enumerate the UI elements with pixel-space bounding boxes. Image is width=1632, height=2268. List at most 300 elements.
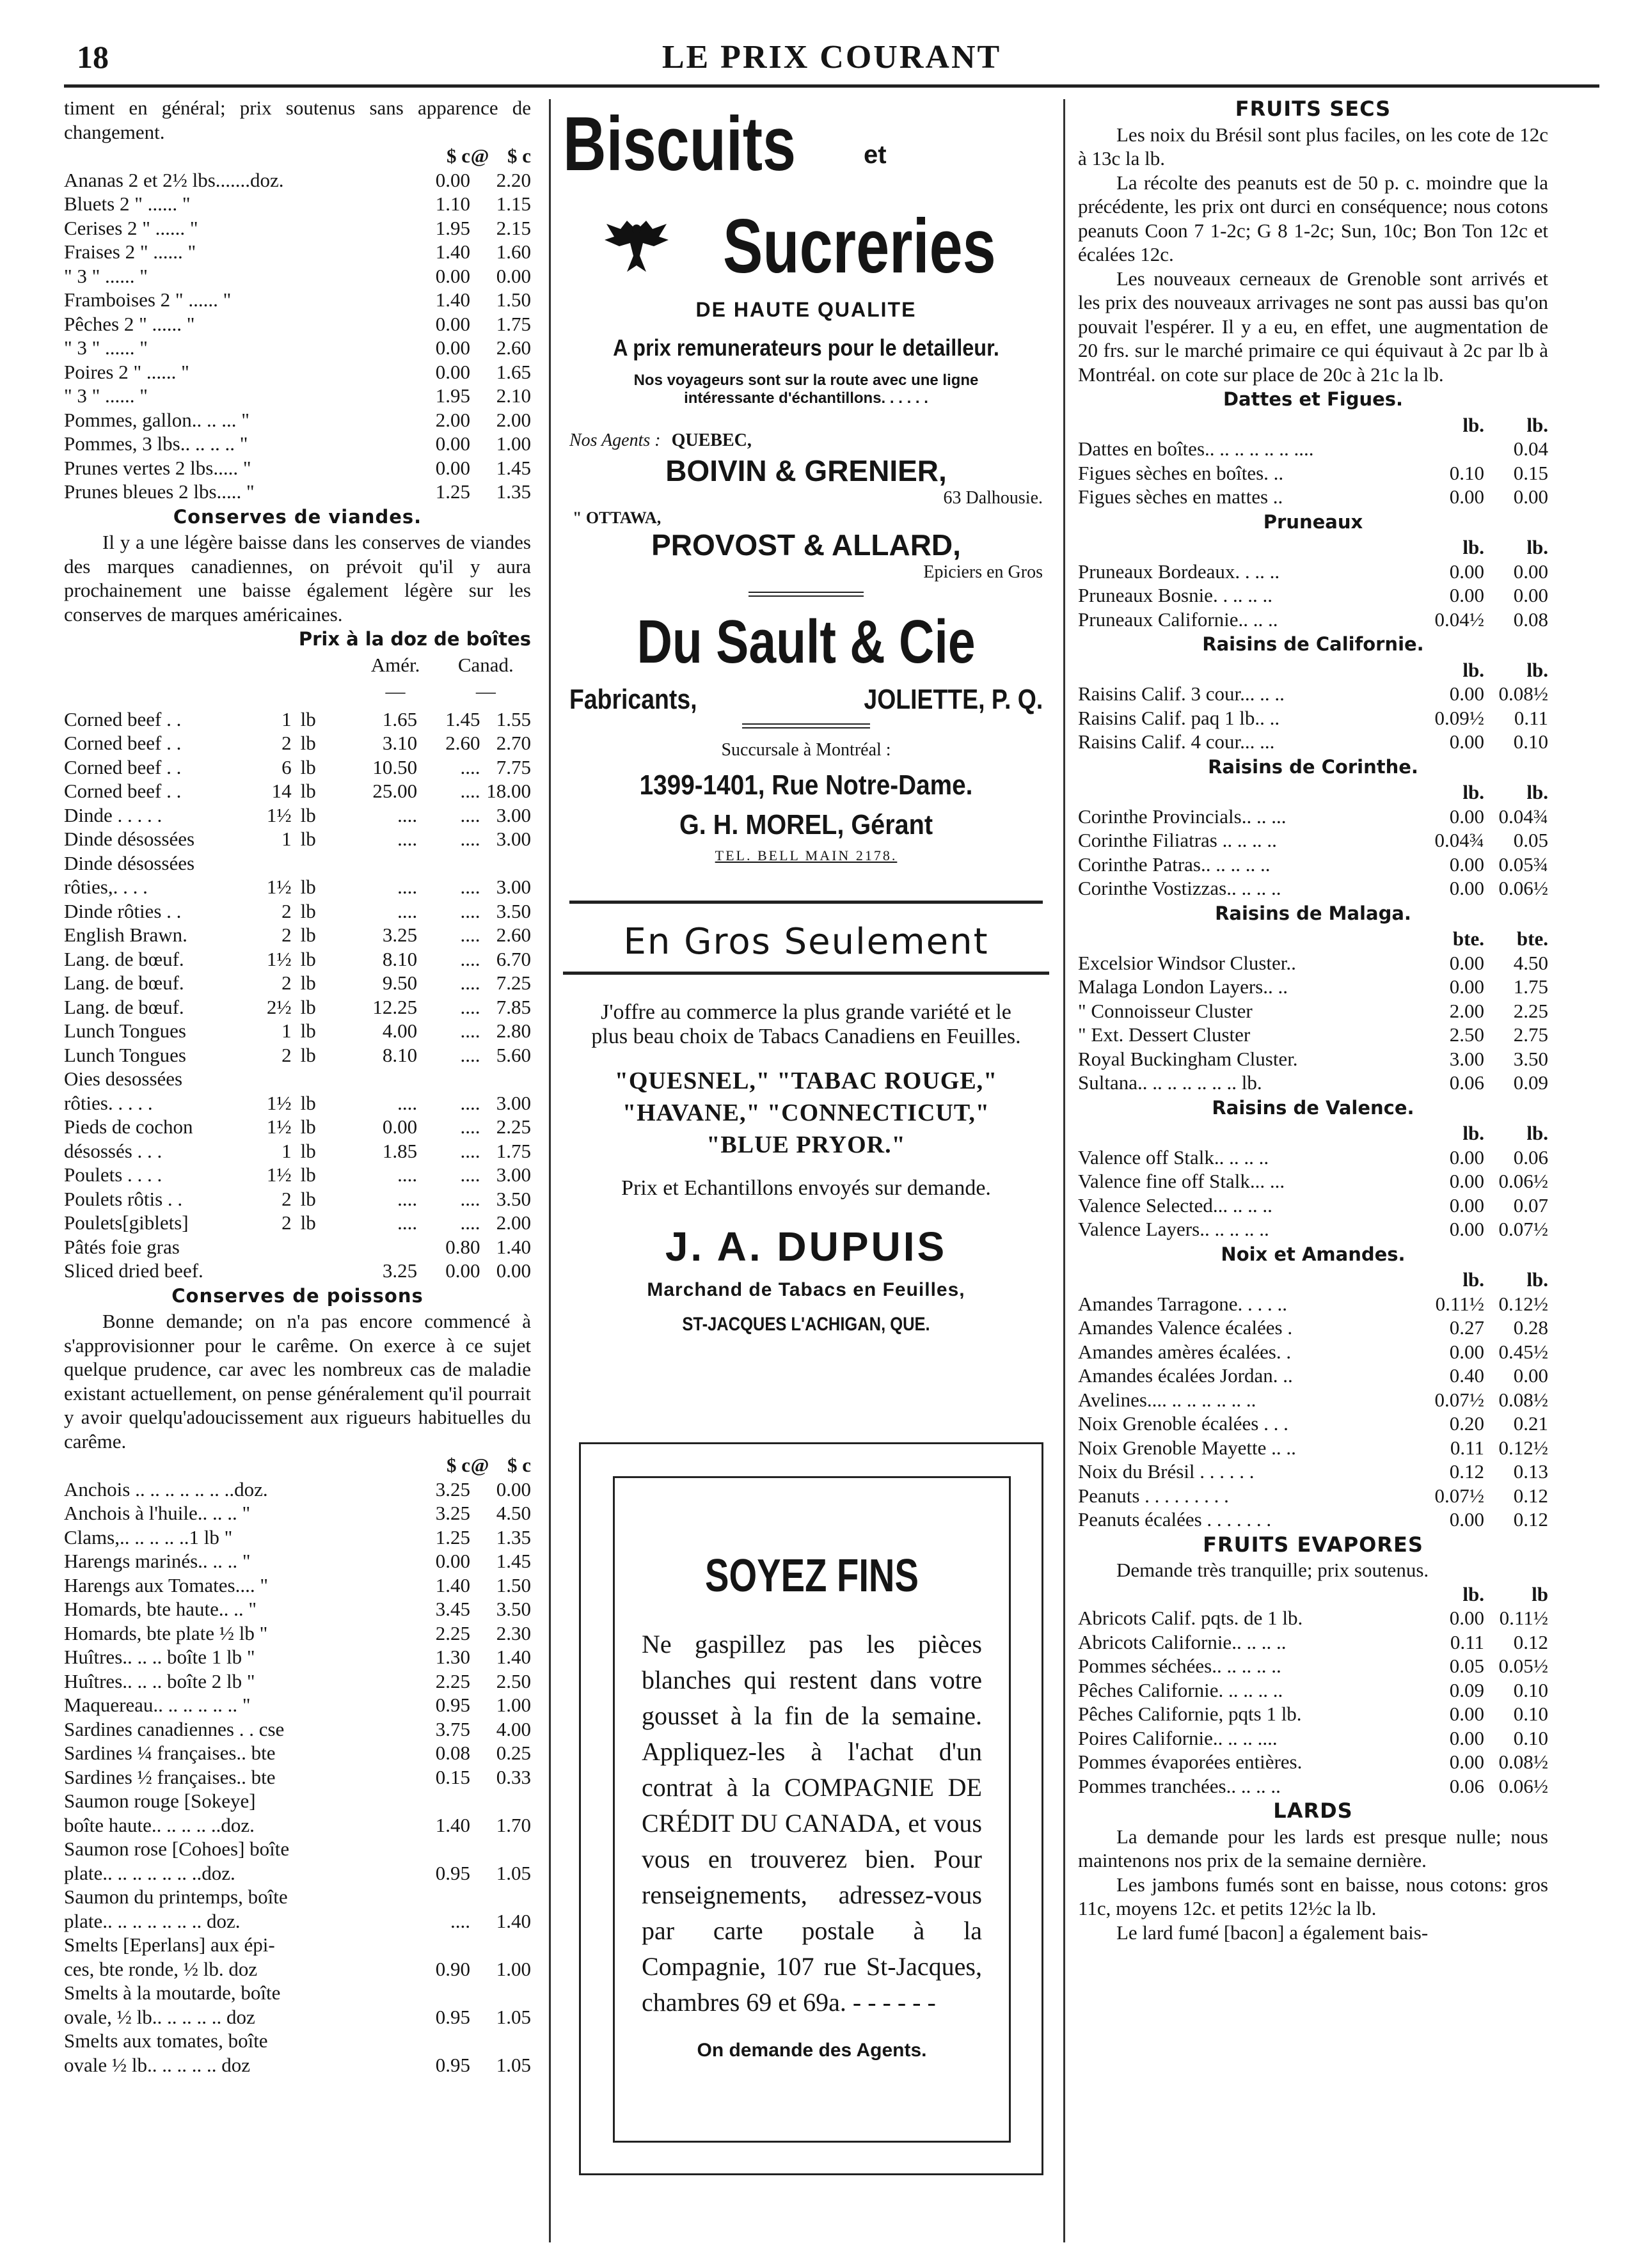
poisson-price-high: 1.40	[496, 1909, 531, 1932]
viande-amer-price: ....	[397, 803, 418, 826]
dried-fruit-price-low: 0.06	[1449, 1071, 1484, 1094]
viande-canad-low: ....	[460, 755, 480, 778]
montreal-address: 1399-1401, Rue Notre-Dame.	[639, 769, 973, 801]
viande-row	[64, 779, 531, 803]
viande-qty: 2	[281, 1211, 292, 1234]
poisson-row	[64, 1885, 531, 1909]
viande-canad-low: 0.00	[445, 1259, 480, 1282]
poisson-price-high	[470, 1885, 531, 1909]
fruits-price-header: $ c @ $ c	[446, 145, 531, 167]
dried-fruit-price-high: 0.12½	[1498, 1436, 1548, 1459]
fruit-price-low: 2.00	[435, 408, 470, 431]
viande-canad-high: 2.70	[496, 732, 532, 754]
viande-canad-high	[480, 1067, 531, 1091]
ad-prix: A prix remunerateurs pour le detailleur.	[613, 335, 999, 361]
viande-row	[64, 1019, 531, 1043]
poisson-row	[64, 1621, 531, 1646]
dried-fruit-price-high: 0.00	[1513, 485, 1548, 508]
group-unit-a: lb.	[1462, 781, 1484, 803]
poisson-row	[64, 1981, 531, 2005]
viande-name: Sliced dried beef.	[64, 1259, 203, 1282]
ad-agents-line: Nos Agents : QUEBEC,	[569, 430, 752, 450]
column-divider-left	[549, 99, 551, 2242]
group-unit-a: lb.	[1462, 658, 1484, 681]
viande-unit: lb	[300, 755, 316, 778]
viande-amer-price: 4.00	[382, 1020, 418, 1042]
dried-fruit-price-low: 0.00	[1449, 1146, 1484, 1169]
fruit-name: Cerises 2 " ...... "	[64, 216, 198, 239]
viande-unit: lb	[300, 1139, 316, 1162]
dried-fruit-price-high: 0.28	[1513, 1316, 1548, 1339]
poisson-price-high: 0.33	[496, 1765, 531, 1788]
evap-price-high: 0.10	[1513, 1726, 1548, 1749]
group-rows	[1078, 1292, 1548, 1532]
poisson-name: Anchois .. .. .. .. .. .. ..doz.	[64, 1477, 268, 1500]
evap-row	[1078, 1702, 1548, 1726]
lards-title: LARDS	[1273, 1799, 1353, 1823]
poisson-price-low: 3.25	[435, 1502, 470, 1524]
lards-paragraph-1: La demande pour les lards est presque nulle; nous maintenons nos prix de la semaine dernière.	[1078, 1825, 1548, 1871]
poisson-price-high: 1.00	[496, 1694, 531, 1716]
viande-amer-price: 10.50	[372, 755, 418, 778]
viande-unit: lb	[300, 924, 316, 946]
poisson-row	[64, 1549, 531, 1573]
fruit-name: Pêches 2 " ...... "	[64, 312, 195, 335]
poisson-price-high: 0.00	[496, 1477, 531, 1500]
dried-fruit-row	[1078, 1508, 1548, 1532]
poisson-row	[64, 1597, 531, 1621]
viande-name: Dinde désossées	[64, 851, 195, 874]
dried-fruit-name: Corinthe Provincials.. .. ...	[1078, 805, 1287, 828]
fruit-price-low: 0.00	[435, 432, 470, 455]
group-unit-b: lb.	[1526, 658, 1548, 681]
dried-fruit-row	[1078, 1146, 1548, 1170]
evap-price-high: 0.05½	[1498, 1655, 1548, 1677]
ad-fabricants-line: Fabricants, JOLIETTE, P. Q.	[569, 684, 1043, 715]
viande-amer-price: ....	[397, 1091, 418, 1114]
en-gros-title: En Gros Seulement	[563, 921, 1049, 975]
evap-price-high: 0.10	[1513, 1703, 1548, 1725]
poisson-price-low	[397, 2029, 470, 2053]
poisson-name: Sardines ½ françaises.. bte	[64, 1765, 276, 1788]
viande-amer-price: ....	[397, 1211, 418, 1234]
viande-canad-low: 2.60	[445, 732, 480, 754]
fruit-name: " 3 " ...... "	[64, 336, 148, 359]
poisson-price-high	[470, 1981, 531, 2005]
poisson-price-low	[397, 1981, 470, 2005]
viande-qty: 2	[281, 924, 292, 946]
tabacs-text: J'offre au commerce la plus grande variété et le plus beau choix de Tabacs Canadiens en Feuilles.	[591, 1000, 1021, 1048]
dried-fruit-row	[1078, 999, 1548, 1023]
viande-qty: 6	[281, 755, 292, 778]
viande-unit: lb	[300, 1211, 316, 1234]
header-rule	[64, 84, 1599, 88]
viande-qty: 1½	[266, 947, 292, 970]
dupuis-marchand: Marchand de Tabacs en Feuilles,	[647, 1279, 965, 1300]
group-unit-a: lb.	[1462, 413, 1484, 436]
viandes-dashes: — —	[385, 680, 496, 702]
dried-fruit-name: Corinthe Vostizzas.. .. .. ..	[1078, 877, 1281, 899]
fruit-price-low: 0.00	[435, 168, 470, 191]
viande-name: Corned beef . .	[64, 780, 182, 802]
poisson-price-high: 1.05	[496, 2053, 531, 2076]
viande-amer-price: 8.10	[382, 947, 418, 970]
dried-fruit-row	[1078, 1023, 1548, 1047]
group-rows	[1078, 951, 1548, 1095]
viandes-title: Conserves de viandes.	[173, 505, 422, 528]
viande-unit: lb	[300, 876, 316, 898]
viande-name: Lunch Tongues	[64, 1020, 186, 1042]
viande-amer-price: ....	[397, 1163, 418, 1186]
telephone: TEL. BELL MAIN 2178.	[715, 847, 898, 863]
dried-fruit-row	[1078, 1047, 1548, 1071]
group-rows	[1078, 1146, 1548, 1241]
poisson-name: Homards, bte haute.. .. "	[64, 1598, 257, 1620]
viande-canad-high: 3.00	[496, 876, 532, 898]
dried-fruit-price-high: 0.12½	[1498, 1292, 1548, 1315]
fruit-name: Prunes vertes 2 lbs..... "	[64, 456, 251, 479]
dried-fruit-price-high: 3.50	[1513, 1047, 1548, 1070]
viande-name: Poulets rôtis . .	[64, 1187, 183, 1210]
viande-canad-high: 0.00	[496, 1259, 532, 1282]
dried-fruit-row	[1078, 706, 1548, 730]
fruit-row	[64, 288, 531, 312]
viande-canad-high: 2.60	[496, 924, 532, 946]
viande-qty: 1	[281, 707, 292, 730]
viande-canad-low: 1.45	[445, 707, 480, 730]
viande-unit: lb	[300, 828, 316, 850]
ad-separator	[569, 901, 1043, 904]
viande-name: rôties,. . . .	[64, 876, 148, 898]
viande-amer-price: 3.10	[382, 732, 418, 754]
viande-unit	[292, 851, 349, 876]
viande-unit: lb	[300, 732, 316, 754]
dried-fruit-price-high: 0.08½	[1498, 682, 1548, 705]
poisson-row	[64, 1789, 531, 1813]
poisson-price-high: 1.40	[496, 1646, 531, 1668]
evap-price-low: 0.09	[1449, 1678, 1484, 1701]
dried-fruit-price-high: 0.09	[1513, 1071, 1548, 1094]
dried-fruit-name: Amandes Valence écalées .	[1078, 1316, 1293, 1339]
agent-boivin-address: 63 Dalhousie.	[943, 488, 1043, 508]
poisson-price-high: 1.50	[496, 1573, 531, 1596]
poisson-name: Smelts aux tomates, boîte	[64, 2029, 268, 2052]
poissons-title: Conserves de poissons	[171, 1284, 424, 1307]
dried-fruit-row	[1078, 485, 1548, 509]
group-unit-b: lb.	[1526, 413, 1548, 436]
dried-fruit-row	[1078, 853, 1548, 877]
dried-fruit-price-high: 0.06½	[1498, 1170, 1548, 1192]
fruit-row	[64, 408, 531, 432]
viande-row	[64, 899, 531, 924]
fruit-row	[64, 480, 531, 504]
fruit-price-low: 0.00	[435, 456, 470, 479]
dried-fruit-row	[1078, 437, 1548, 461]
page-number: 18	[77, 39, 109, 75]
fruit-name: Pommes, gallon.. .. ... "	[64, 408, 250, 431]
viande-row	[64, 1067, 531, 1091]
viande-row	[64, 1091, 531, 1115]
viande-unit: lb	[300, 1020, 316, 1042]
viande-name: Lunch Tongues	[64, 1043, 186, 1066]
fruit-price-low: 0.00	[435, 312, 470, 335]
poisson-name: Smelts [Eperlans] aux épi-	[64, 1933, 275, 1956]
viande-qty: 1½	[266, 1115, 292, 1138]
soyez-fins-title: SOYEZ FINS	[705, 1550, 919, 1602]
fruit-price-low: 1.40	[435, 240, 470, 263]
evap-name: Pommes séchées.. .. .. .. ..	[1078, 1655, 1281, 1677]
dried-fruit-price-high: 0.12	[1513, 1484, 1548, 1507]
ornament-rule-2	[742, 723, 870, 728]
viande-row	[64, 971, 531, 995]
dried-fruit-price-low: 0.20	[1449, 1412, 1484, 1435]
viande-canad-high: 3.00	[496, 1163, 532, 1186]
poisson-price-low: 0.95	[435, 2053, 470, 2076]
viande-qty: 2	[281, 1043, 292, 1066]
poisson-row	[64, 1573, 531, 1598]
poisson-row	[64, 1837, 531, 1861]
poissons-list	[64, 1477, 531, 2077]
viande-name: Dinde rôties . .	[64, 899, 182, 922]
right-column	[1078, 96, 1548, 1944]
viande-amer-price: 0.00	[382, 1115, 418, 1138]
viandes-subtitle: Prix à la doz de boîtes	[298, 628, 531, 650]
group-title: Noix et Amandes.	[1221, 1243, 1406, 1265]
spacer	[1078, 658, 1417, 682]
fruit-price-high: 2.10	[496, 384, 531, 407]
fruit-price-low: 1.40	[435, 288, 470, 311]
poisson-name: Huîtres.. .. .. boîte 1 lb "	[64, 1646, 255, 1668]
poisson-name: Sardines ¼ françaises.. bte	[64, 1742, 276, 1764]
viande-qty: 1½	[266, 1091, 292, 1114]
spacer	[1078, 780, 1417, 805]
fruits-list	[64, 168, 531, 504]
dried-fruit-name: Amandes écalées Jordan. ..	[1078, 1364, 1293, 1387]
dried-fruit-price-low: 0.07½	[1434, 1388, 1484, 1411]
poisson-price-low: 0.90	[435, 1957, 470, 1980]
fruit-price-high: 2.00	[496, 408, 531, 431]
group-title: Raisins de Malaga.	[1215, 902, 1411, 924]
poisson-name: Saumon rouge [Sokeye]	[64, 1790, 256, 1812]
poisson-price-low	[397, 1885, 470, 1909]
evap-name: Pêches Californie. .. .. .. ..	[1078, 1678, 1283, 1701]
dried-fruit-name: Pruneaux Bosnie. . .. .. ..	[1078, 584, 1272, 606]
dried-fruit-row	[1078, 1169, 1548, 1193]
fruit-name: " 3 " ...... "	[64, 384, 148, 407]
viande-canad-low: ....	[460, 1163, 480, 1186]
viande-row	[64, 875, 531, 899]
agent-boivin: BOIVIN & GRENIER,	[665, 454, 947, 487]
dried-fruit-price-high: 0.05¾	[1498, 853, 1548, 876]
page-header	[64, 33, 1599, 78]
dried-fruit-row	[1078, 583, 1548, 608]
spacer	[1078, 535, 1417, 560]
poisson-name: ces, bte ronde, ½ lb. doz	[64, 1957, 258, 1980]
poisson-name: Huîtres.. .. .. boîte 2 lb "	[64, 1669, 255, 1692]
dried-fruit-row	[1078, 1436, 1548, 1460]
dried-fruit-name: Amandes amères écalées. .	[1078, 1340, 1292, 1363]
group-title: Raisins de Corinthe.	[1208, 755, 1418, 778]
dried-fruit-name: Raisins Calif. 4 cour... ...	[1078, 730, 1275, 753]
viande-row	[64, 803, 531, 828]
viande-amer-price: 12.25	[372, 995, 418, 1018]
ad-biscuits-word: Biscuits	[563, 101, 796, 187]
dried-fruit-price-low: 0.00	[1449, 1340, 1484, 1363]
viande-canad-high: 1.55	[496, 707, 532, 730]
fruit-price-low: 0.00	[435, 264, 470, 287]
fruit-row	[64, 264, 531, 288]
fruit-price-high: 1.65	[496, 360, 531, 383]
ad-qualite: DE HAUTE QUALITE	[695, 298, 917, 321]
dried-fruit-name: Avelines.... .. .. .. .. .. ..	[1078, 1388, 1256, 1411]
fruits-secs-groups	[1078, 388, 1548, 1532]
viande-qty: 1½	[266, 1163, 292, 1186]
viande-canad-low: ....	[460, 1020, 480, 1042]
evap-name: Abricots Californie.. .. .. ..	[1078, 1630, 1287, 1653]
poisson-price-low: 3.45	[435, 1598, 470, 1620]
evap-price-high: 0.10	[1513, 1678, 1548, 1701]
viande-canad-low: ....	[460, 780, 480, 802]
dried-fruit-name: Excelsior Windsor Cluster..	[1078, 951, 1296, 974]
viande-unit: lb	[300, 972, 316, 994]
poisson-name: ovale, ½ lb.. .. .. .. .. doz	[64, 2005, 255, 2028]
evap-row	[1078, 1726, 1548, 1751]
evap-row	[1078, 1678, 1548, 1703]
viande-name: Dinde . . . . .	[64, 803, 162, 826]
group-unit-head	[1078, 658, 1548, 682]
dried-fruit-row	[1078, 1071, 1548, 1095]
viande-name: rôties. . . . .	[64, 1091, 153, 1114]
dried-fruit-name: Raisins Calif. 3 cour... .. ..	[1078, 682, 1285, 705]
poisson-price-high: 1.70	[496, 1813, 531, 1836]
dried-fruit-price-high: 0.07½	[1498, 1218, 1548, 1240]
viande-canad-high: 7.75	[496, 755, 532, 778]
viande-row	[64, 1043, 531, 1067]
dried-fruit-row	[1078, 730, 1548, 754]
viande-canad-high: 3.00	[496, 828, 532, 850]
eagle-icon	[601, 217, 672, 275]
viande-amer-price: 8.10	[382, 1043, 418, 1066]
evap-list	[1078, 1606, 1548, 1798]
viandes-head: Amér. Canad.	[370, 653, 514, 676]
viande-qty	[244, 1235, 292, 1259]
viande-qty	[244, 1259, 292, 1283]
dried-fruit-price-low: 2.00	[1449, 999, 1484, 1022]
group-unit-a: lb.	[1462, 1268, 1484, 1291]
fruit-row	[64, 432, 531, 456]
viande-amer-price: ....	[397, 876, 418, 898]
dried-fruit-name: Figues sèches en boîtes. ..	[1078, 461, 1284, 484]
dried-fruit-price-high: 0.06	[1513, 1146, 1548, 1169]
evap-name: Poires Californie.. .. .. ....	[1078, 1726, 1278, 1749]
viande-unit: lb	[300, 1091, 316, 1114]
group-rows	[1078, 560, 1548, 632]
fruits-secs-paragraph-1: Les noix du Brésil sont plus faciles, on les cote de 12c à 13c la lb.	[1078, 123, 1548, 169]
evap-row	[1078, 1606, 1548, 1630]
dried-fruit-name: Noix du Brésil . . . . . .	[1078, 1460, 1255, 1483]
fruit-name: Prunes bleues 2 lbs..... "	[64, 480, 255, 503]
dried-fruit-price-high: 0.10	[1513, 730, 1548, 753]
dried-fruit-price-low: 0.00	[1449, 853, 1484, 876]
dried-fruit-price-low: 0.00	[1449, 682, 1484, 705]
dried-fruit-price-high: 0.45½	[1498, 1340, 1548, 1363]
dried-fruit-row	[1078, 1193, 1548, 1218]
poisson-row	[64, 1669, 531, 1694]
dried-fruit-row	[1078, 1217, 1548, 1241]
spacer	[1078, 927, 1417, 951]
poisson-price-high: 2.30	[496, 1621, 531, 1644]
group-unit-head	[1078, 413, 1548, 437]
poisson-name: Anchois à l'huile.. .. .. "	[64, 1502, 251, 1524]
evap-head: lb. lb	[1462, 1582, 1548, 1605]
fruit-name: Pommes, 3 lbs.. .. .. .. "	[64, 432, 248, 455]
poisson-price-low: ....	[450, 1909, 470, 1932]
dried-fruit-name: Noix Grenoble écalées . . .	[1078, 1412, 1288, 1435]
dried-fruit-price-high: 0.06½	[1498, 877, 1548, 899]
dried-fruit-name: Noix Grenoble Mayette .. ..	[1078, 1436, 1296, 1459]
dried-fruit-name: Peanuts . . . . . . . . .	[1078, 1484, 1229, 1507]
viande-qty: 14	[271, 780, 292, 802]
viande-qty: 2	[281, 1187, 292, 1210]
poissons-price-header: $ c @ $ c	[446, 1454, 531, 1476]
viande-amer-price: 9.50	[382, 972, 418, 994]
poisson-name: ovale ½ lb.. .. .. .. .. doz	[64, 2053, 251, 2076]
poisson-name: plate.. .. .. .. .. .. .. doz.	[64, 1909, 241, 1932]
evap-name: Pommes évaporées entières.	[1078, 1751, 1303, 1773]
dried-fruit-name: Valence Selected... .. .. ..	[1078, 1193, 1272, 1217]
poisson-price-high: 3.50	[496, 1598, 531, 1620]
viande-canad-high: 3.50	[496, 899, 532, 922]
dried-fruit-name: Valence off Stalk.. .. .. ..	[1078, 1146, 1269, 1169]
viande-qty: 1	[281, 828, 292, 850]
fruit-price-high: 1.45	[496, 456, 531, 479]
poisson-row	[64, 1741, 531, 1765]
fruit-price-high: 1.15	[496, 193, 531, 215]
viande-row	[64, 731, 531, 755]
viande-amer-price	[349, 851, 418, 876]
group-rows	[1078, 805, 1548, 901]
dried-fruit-price-high: 0.08	[1513, 608, 1548, 631]
dried-fruit-price-low: 0.00	[1449, 1218, 1484, 1240]
spacer	[1078, 1121, 1417, 1146]
dried-fruit-price-high: 0.00	[1513, 560, 1548, 583]
dried-fruit-price-high: 0.11	[1514, 706, 1548, 729]
poisson-name: Saumon du printemps, boîte	[64, 1886, 288, 1908]
fruit-row	[64, 192, 531, 216]
dried-fruit-price-low: 3.00	[1449, 1047, 1484, 1070]
evap-row	[1078, 1774, 1548, 1799]
fruit-row	[64, 312, 531, 336]
poisson-row	[64, 1525, 531, 1550]
dried-fruit-price-low: 0.00	[1449, 560, 1484, 583]
poisson-price-high: 1.05	[496, 1861, 531, 1884]
poisson-row	[64, 1477, 531, 1502]
dupuis-city: ST-JACQUES L'ACHIGAN, QUE.	[682, 1314, 930, 1335]
viande-canad-high: 7.85	[496, 995, 532, 1018]
evap-name: Abricots Calif. pqts. de 1 lb.	[1078, 1607, 1303, 1629]
viande-canad-low: ....	[460, 803, 480, 826]
dried-fruit-row	[1078, 1316, 1548, 1340]
ad-et-word: et	[864, 141, 887, 169]
viande-name: Corned beef . .	[64, 755, 182, 778]
evap-paragraph: Demande très tranquille; prix soutenus.	[1116, 1559, 1429, 1581]
succursale-label: Succursale à Montréal :	[721, 740, 891, 760]
viande-unit: lb	[300, 1115, 316, 1138]
poisson-name: Saumon rose [Cohoes] boîte	[64, 1838, 290, 1860]
poisson-price-low: 0.95	[435, 1694, 470, 1716]
viande-qty: 1	[281, 1020, 292, 1042]
poisson-price-high	[470, 1933, 531, 1957]
